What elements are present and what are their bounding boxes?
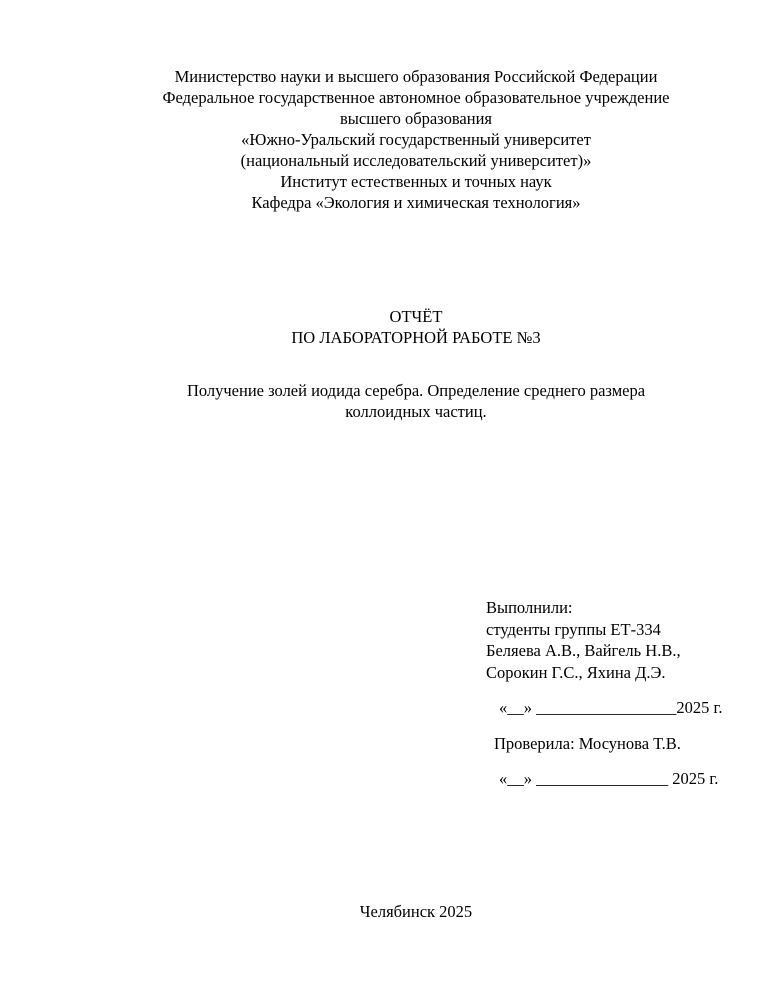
report-title-line-2: ПО ЛАБОРАТОРНОЙ РАБОТЕ №3 [291,328,541,347]
report-subject-line-2: коллоидных частиц. [345,402,487,421]
performed-by-names-line-2: Сорокин Г.С., Яхина Д.Э. [486,662,666,682]
reviewed-by-line: Проверила: Мосунова Т.В. [494,734,681,753]
header-ministry-line: Министерство науки и высшего образования Российской Федерации [174,67,658,86]
header-university-name-line: «Южно-Уральский государственный университет [241,130,591,149]
performed-by-block [486,597,681,683]
report-subject-line-1: Получение золей иодида серебра. Определение среднего размера [186,381,646,400]
header-institute-line: Институт естественных и точных наук [280,172,552,191]
performed-by-label: Выполнили: [486,598,573,617]
performed-by-group: студенты группы ЕТ-334 [486,619,661,639]
header-institution-line: Федеральное государственное автономное образовательное учреждение [162,88,670,107]
report-title-line-1: ОТЧЁТ [389,307,443,326]
header-department-line: Кафедра «Экология и химическая технология» [251,193,581,212]
report-title [112,306,720,348]
header-national-research-line: (национальный исследовательский университет)» [240,151,592,170]
reviewed-date-line: «__» ________________ 2025 г. [499,769,719,788]
university-header [112,66,720,213]
performed-date-line: «__» _________________2025 г. [499,698,723,717]
performed-by-names-line-1: Беляева А.В., Вайгель Н.В., [486,641,681,660]
header-education-line: высшего образования [340,109,492,128]
report-subject [112,380,720,422]
city-year-line: Челябинск 2025 [359,902,473,921]
